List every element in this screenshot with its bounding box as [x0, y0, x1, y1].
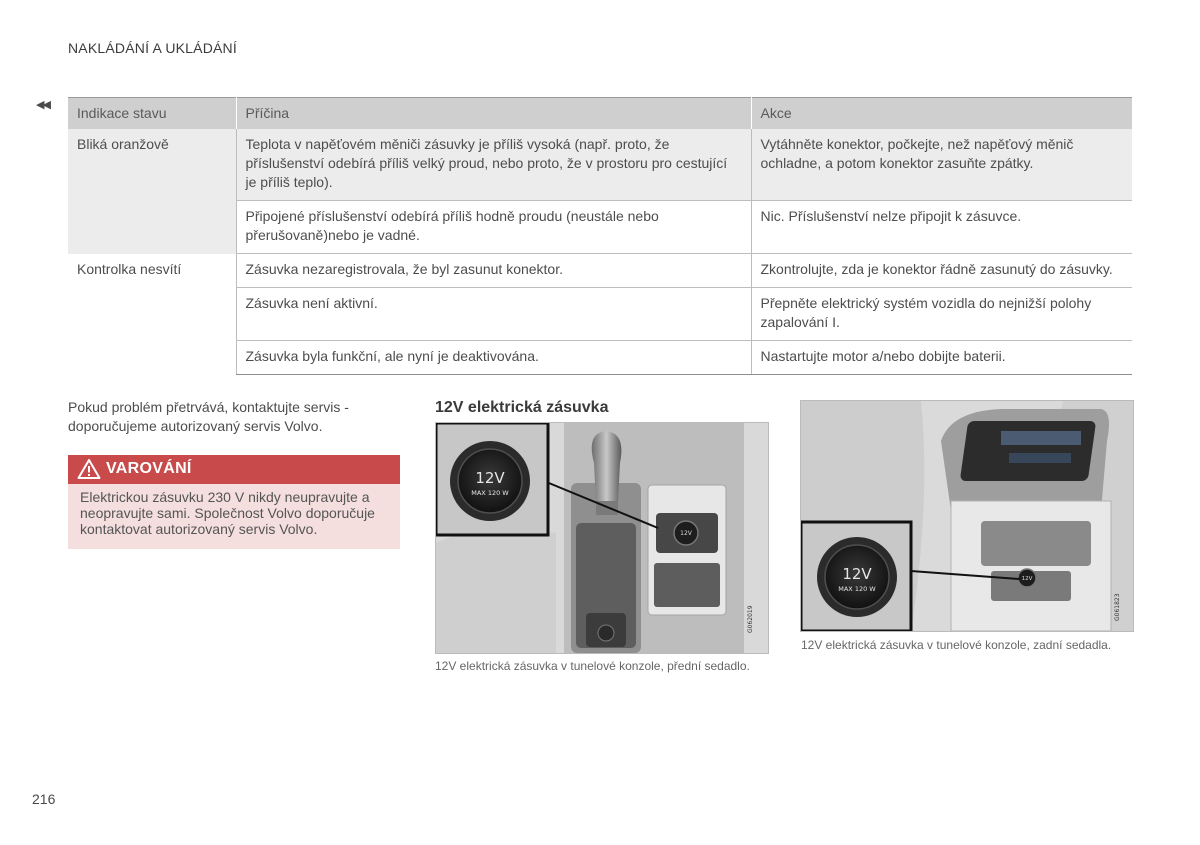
status-table: [68, 97, 1132, 375]
small-socket-label: 12V: [680, 530, 692, 537]
front-console-photo: [435, 422, 769, 654]
cause-cell: Zásuvka nezaregistrovala, že byl zasunut konektor.: [236, 254, 751, 288]
front-console-caption: 12V elektrická zásuvka v tunelové konzole, přední sedadlo.: [435, 659, 750, 673]
rear-console-caption: 12V elektrická zásuvka v tunelové konzole, zadní sedadla.: [801, 638, 1112, 652]
front-console-illustration: [436, 423, 768, 653]
small-socket-label: 12V: [1021, 576, 1033, 582]
action-cell: Vytáhněte konektor, počkejte, než napěťový měnič ochladne, a potom konektor zasuňte zpátky.: [751, 129, 1132, 201]
action-cell: Přepněte elektrický systém vozidla do nejnižší polohy zapalování I.: [751, 288, 1132, 341]
column-header-cause: Příčina: [236, 98, 751, 130]
table-row: [68, 129, 1132, 201]
column-header-status: Indikace stavu: [68, 98, 236, 130]
status-cell: Kontrolka nesvítí: [77, 260, 182, 277]
socket-sublabel: MAX 120 W: [471, 489, 509, 497]
service-note: Pokud problém přetrvává, kontaktujte servis - doporučujeme autorizovaný servis Volvo.: [68, 399, 349, 434]
chapter-title: NAKLÁDÁNÍ A UKLÁDÁNÍ: [68, 40, 237, 56]
status-cell: Bliká oranžově: [68, 129, 236, 254]
socket-sublabel: MAX 120 W: [838, 585, 876, 593]
warning-header: [68, 455, 400, 484]
action-cell: Nic. Příslušenství nelze připojit k zásuvce.: [751, 201, 1132, 254]
cause-cell: Zásuvka není aktivní.: [236, 288, 751, 341]
warning-title: VAROVÁNÍ: [106, 460, 192, 477]
rear-console-photo: [800, 400, 1134, 632]
socket-label: 12V: [475, 469, 505, 487]
back-arrow-icon[interactable]: ◀◀: [36, 99, 49, 111]
cause-cell: Teplota v napěťovém měniči zásuvky je příliš vysoká (např. proto, že příslušenství odebírá příliš velký proud, nebo proto, že v prostoru pro cestující je příliš teplo).: [236, 129, 751, 201]
image-code: G062019: [747, 605, 754, 633]
cause-cell: Zásuvka byla funkční, ale nyní je deaktivována.: [236, 341, 751, 375]
warning-text: Elektrickou zásuvku 230 V nikdy neupravujte a neopravujte sami. Společnost Volvo doporučuje kontaktovat autorizovaný servis Volvo.: [80, 489, 375, 537]
cause-cell: Připojené příslušenství odebírá příliš hodně proudu (neustále nebo přerušovaně)nebo je vadné.: [236, 201, 751, 254]
action-cell: Nastartujte motor a/nebo dobijte baterii.: [751, 341, 1132, 375]
rear-console-illustration: [801, 401, 1133, 631]
section-heading: 12V elektrická zásuvka: [435, 399, 609, 416]
action-cell: Zkontrolujte, zda je konektor řádně zasunutý do zásuvky.: [751, 254, 1132, 288]
warning-box: [68, 455, 400, 549]
warning-triangle-icon: [77, 458, 101, 480]
socket-label: 12V: [842, 565, 872, 583]
image-code: G061823: [1114, 593, 1121, 621]
page-number: 216: [32, 791, 56, 807]
column-header-action: Akce: [751, 98, 1132, 130]
table-row: [68, 254, 1132, 288]
